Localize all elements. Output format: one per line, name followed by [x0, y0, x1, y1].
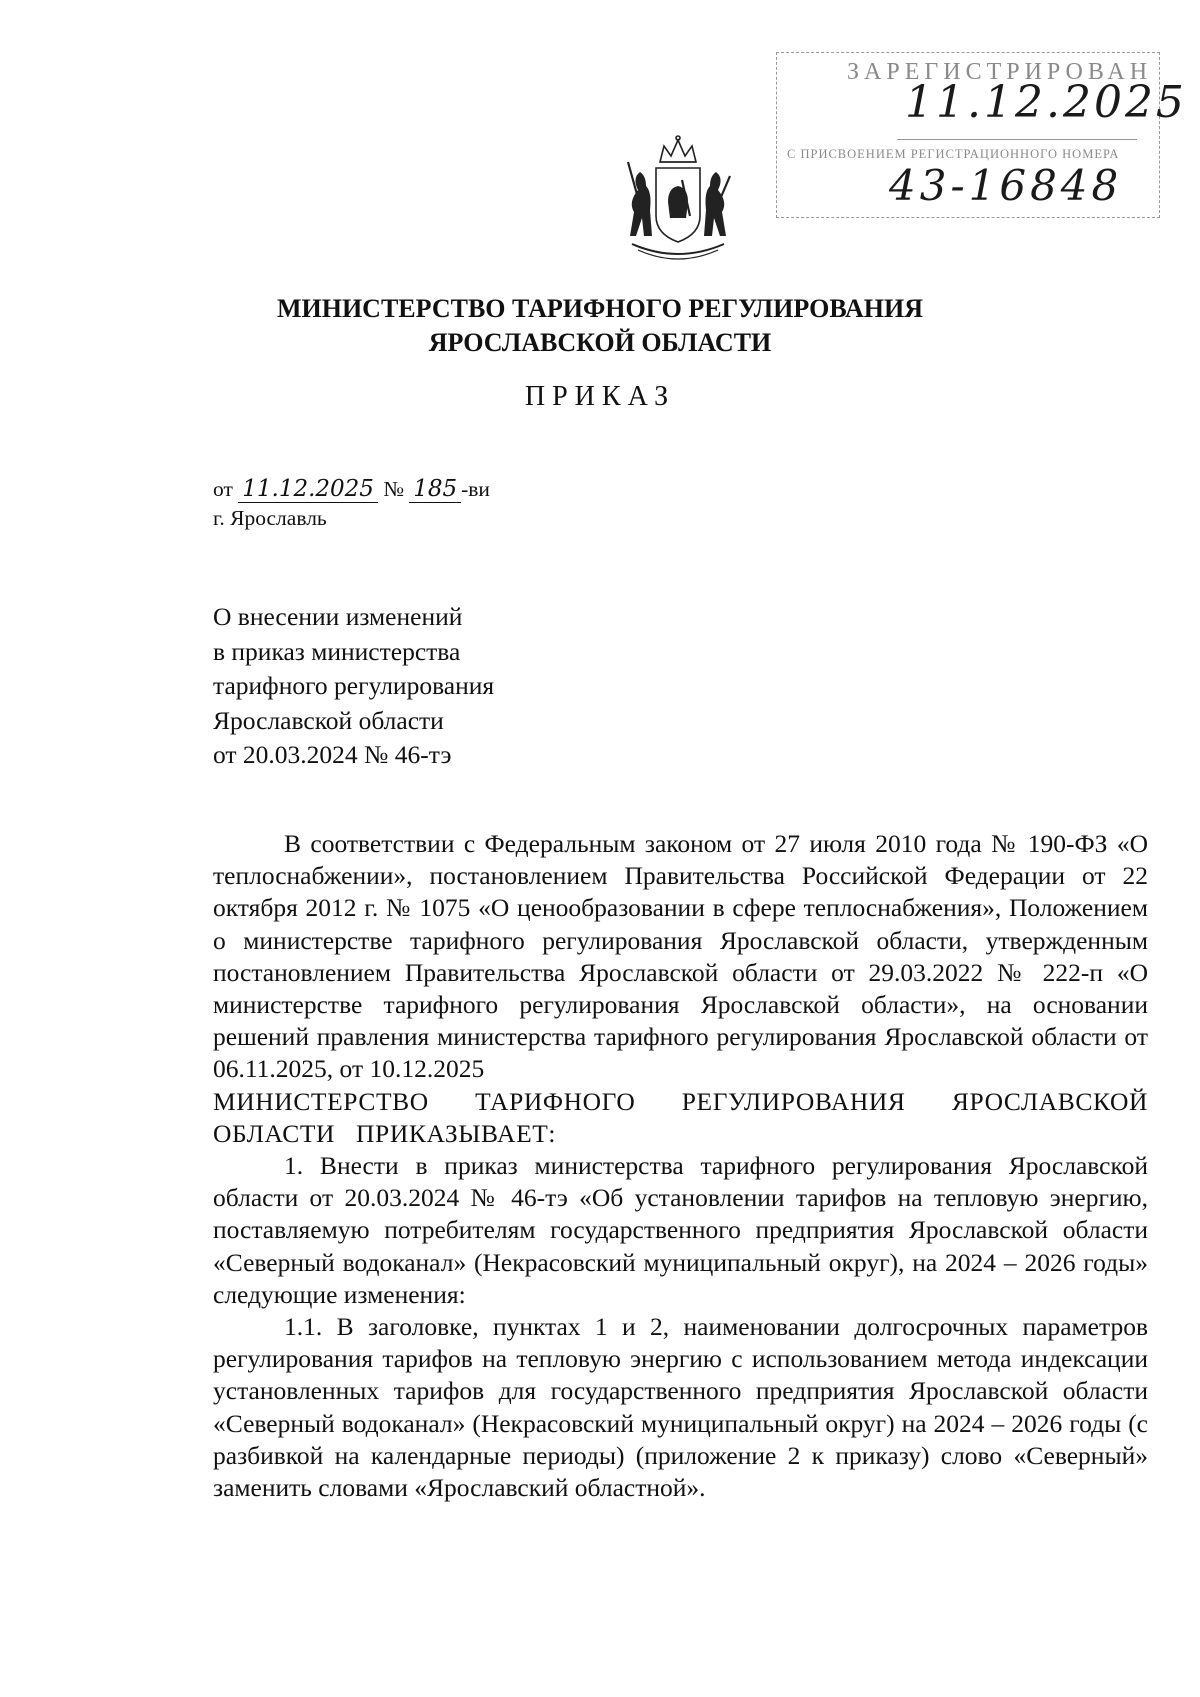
- preamble-paragraph: В соответствии с Федеральным законом от 27 июля 2010 года № 190-ФЗ «О теплоснабжении», постановлением Правительства Российской Федерации от 22 октября 2012 г. № 1075 «О ценообразовании в сфере теплоснабжения», Положением о министерстве тарифного регулирования Ярославской области, утвержденным постановлением Правительства Ярославской области от 29.03.2022 № 222-п «О министерстве тарифного регулирования Ярославской области», на основании решений правления министерства тарифного регулирования Ярославской области от 06.11.2025, от 10.12.2025: [213, 829, 1148, 1084]
- order-date: 11.12.2025: [238, 476, 378, 503]
- order-subject: [213, 600, 494, 773]
- order-date-number: [213, 476, 490, 503]
- coat-of-arms-icon: [608, 132, 748, 272]
- document-type: ПРИКАЗ: [524, 381, 676, 412]
- stamp-date: 11.12.2025: [905, 77, 1187, 128]
- subject-line: тарифного регулирования: [213, 671, 495, 700]
- stamp-number: 43-16848: [889, 161, 1123, 210]
- ministry-name-line2: ЯРОСЛАВСКОЙ ОБЛАСТИ: [428, 328, 772, 357]
- order-city: г. Ярославль: [213, 506, 327, 530]
- subject-line: О внесении изменений: [213, 602, 463, 631]
- subject-line: от 20.03.2024 № 46-тэ: [213, 740, 452, 769]
- subject-line: Ярославской области: [213, 705, 444, 735]
- number-label: №: [383, 477, 404, 501]
- order-body: [213, 828, 1148, 1504]
- item-1-1-paragraph: 1.1. В заголовке, пунктах 1 и 2, наименовании долгосрочных параметров регулирования тарифов на тепловую энергию с использованием метода индексации установленных тарифов для государственного предприятия Ярославской области «Северный водоканал» (Некрасовский муниципальный округ) на 2024 – 2026 годы (с разбивкой на календарные периоды) (приложение 2 к приказу) слово «Северный» заменить словами «Ярославский областной».: [213, 1312, 1148, 1503]
- from-label: от: [213, 477, 233, 501]
- item-1-paragraph: 1. Внести в приказ министерства тарифного регулирования Ярославской области от 20.03.2024 № 46-тэ «Об установлении тарифов на тепловую энергию, поставляемую потребителям государственного предприятия Ярославской области «Северный водоканал» (Некрасовский муниципальный округ), на 2024 – 2026 годы» следующие изменения:: [213, 1151, 1148, 1309]
- orders-clause: МИНИСТЕРСТВО ТАРИФНОГО РЕГУЛИРОВАНИЯ ЯРОСЛАВСКОЙ ОБЛАСТИ ПРИКАЗЫВАЕТ:: [213, 1086, 1148, 1148]
- stamp-caption: С ПРИСВОЕНИЕМ РЕГИСТРАЦИОННОГО НОМЕРА: [787, 147, 1120, 161]
- ministry-name-line1: МИНИСТЕРСТВО ТАРИФНОГО РЕГУЛИРОВАНИЯ: [276, 294, 924, 323]
- subject-line: в приказ министерства: [213, 636, 461, 666]
- stamp-divider: [897, 139, 1137, 140]
- order-suffix: -ви: [461, 477, 490, 501]
- registration-stamp: [776, 52, 1187, 218]
- stamp-title: ЗАРЕГИСТРИРОВАН: [847, 59, 1153, 85]
- order-number: 185: [409, 476, 461, 503]
